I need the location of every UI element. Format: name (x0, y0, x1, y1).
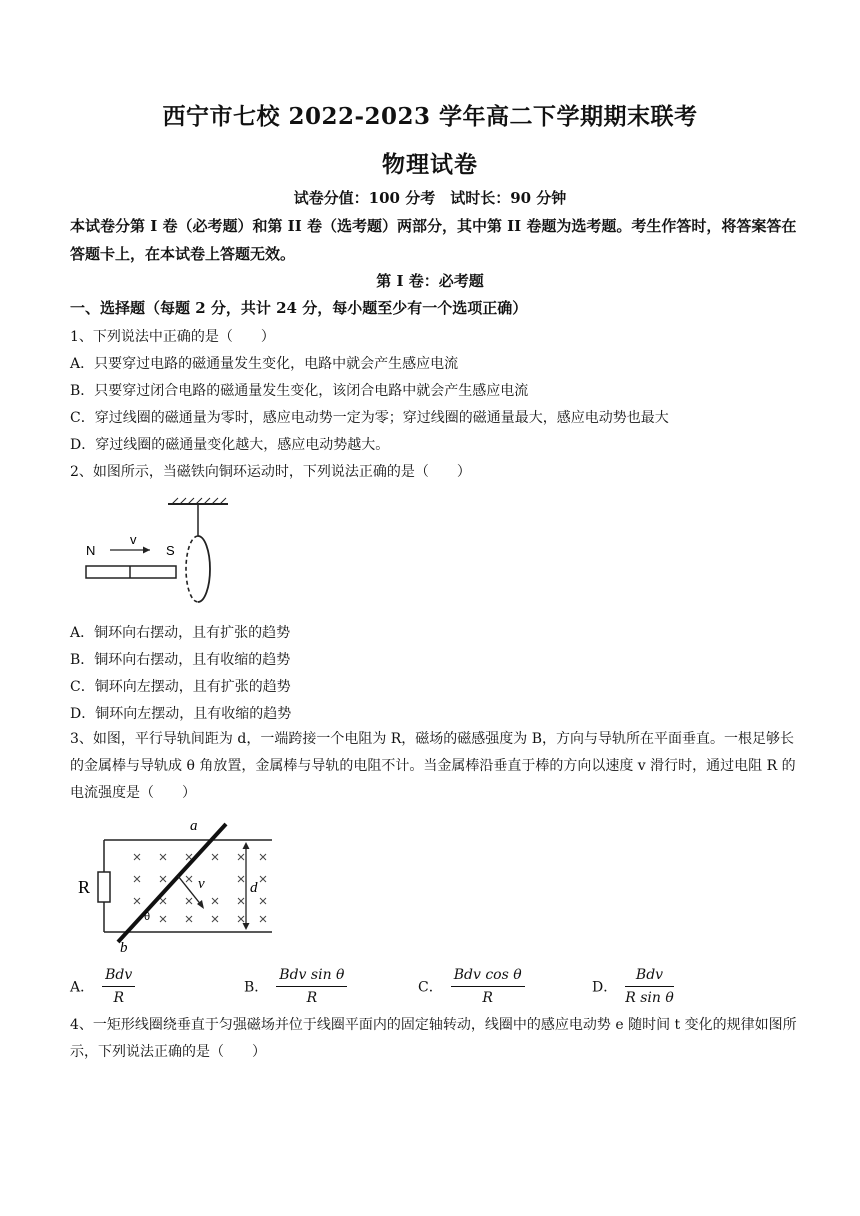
q1-option-b: B．只要穿过闭合电路的磁通量发生变化，该闭合电路中就会产生感应电流 (70, 383, 529, 399)
q2-option-d: D．铜环向左摆动，且有收缩的趋势 (70, 706, 292, 722)
q3-option-b (244, 964, 347, 1009)
north-pole-label: N (86, 543, 96, 558)
fraction (102, 964, 135, 1009)
numerator: Bdv cos θ (451, 964, 525, 987)
exam-meta: 试卷分值：100 分考 试时长：90 分钟 (293, 189, 567, 207)
resistor-label: R (78, 877, 91, 897)
resistor (98, 872, 110, 902)
q2-stem: 2、如图所示，当磁铁向铜环运动时，下列说法正确的是（ ） (70, 464, 471, 480)
q3-option-d (592, 964, 674, 1009)
option-label: C． (418, 979, 443, 996)
velocity-arrowhead (143, 547, 150, 554)
copper-ring-back (186, 536, 198, 602)
exam-subtitle: 物理试卷 (382, 151, 478, 178)
q2-option-a: A．铜环向右摆动，且有扩张的趋势 (70, 625, 291, 641)
option-label: A． (70, 979, 95, 996)
q3-stem: 3、如图，平行导轨间距为 d，一端跨接一个电阻为 R，磁场的磁感强度为 B，方向与导轨所在平面垂直。一根足够长的金属棒与导轨成 θ 角放置，金属棒与导轨的电阻不计。当金属棒沿垂直于棒的方向以速度 v 滑行时，通过电阻 R 的电流强度是（ ） (70, 731, 796, 801)
option-label: D． (592, 979, 618, 996)
q3-option-c (418, 964, 525, 1009)
fraction (276, 964, 347, 1009)
denominator: R sin θ (625, 990, 674, 1006)
option-label: B． (244, 979, 269, 996)
section-title: 一、选择题（每题 2 分，共计 24 分，每小题至少有一个选项正确） (70, 299, 528, 317)
rod-velocity-label: v (198, 876, 205, 892)
south-pole-label: S (166, 543, 175, 558)
rail-rod-figure (76, 816, 276, 952)
denominator: R (113, 990, 124, 1006)
exam-instructions: 本试卷分第 I 卷（必考题）和第 II 卷（选考题）两部分，其中第 II 卷题为选考题。考生作答时，将答案答在答题卡上，在本试卷上答题无效。 (70, 217, 797, 263)
distance-arrowhead-bottom (243, 923, 250, 930)
numerator: Bdv sin θ (276, 964, 347, 987)
fraction (451, 964, 525, 1009)
fraction (625, 964, 674, 1009)
q1-option-a: A．只要穿过电路的磁通量发生变化，电路中就会产生感应电流 (70, 356, 459, 372)
bar-magnet (86, 566, 176, 578)
metal-rod (118, 824, 226, 942)
theta-label: θ (144, 911, 151, 923)
numerator: Bdv (102, 964, 135, 987)
q4-stem: 4、一矩形线圈绕垂直于匀强磁场并位于线圈平面内的固定轴转动，线圈中的感应电动势 e 随时间 t 变化的规律如图所示，下列说法正确的是（ ） (70, 1017, 797, 1060)
exam-title: 西宁市七校 2022-2023 学年高二下学期期末联考 (162, 103, 698, 130)
copper-ring-front (198, 536, 210, 602)
distance-arrowhead-top (243, 842, 250, 849)
velocity-label: v (130, 532, 137, 547)
q2-option-c: C．铜环向左摆动，且有扩张的趋势 (70, 679, 291, 695)
magnet-ring-figure (82, 496, 242, 608)
q1-stem: 1、下列说法中正确的是（ ） (70, 329, 275, 345)
q3-option-a (70, 964, 135, 1009)
rod-end-a-label: a (190, 818, 198, 834)
q2-option-b: B．铜环向右摆动，且有收缩的趋势 (70, 652, 291, 668)
numerator: Bdv (625, 964, 674, 987)
q1-option-c: C．穿过线圈的磁通量为零时，感应电动势一定为零；穿过线圈的磁通量最大，感应电动势也最大 (70, 410, 669, 426)
part-title: 第 I 卷：必考题 (376, 272, 484, 290)
denominator: R (306, 990, 318, 1006)
q1-option-d: D．穿过线圈的磁通量变化越大，感应电动势越大。 (70, 437, 390, 453)
rod-end-b-label: b (120, 940, 128, 952)
denominator: R (482, 990, 493, 1006)
distance-label: d (250, 880, 258, 896)
